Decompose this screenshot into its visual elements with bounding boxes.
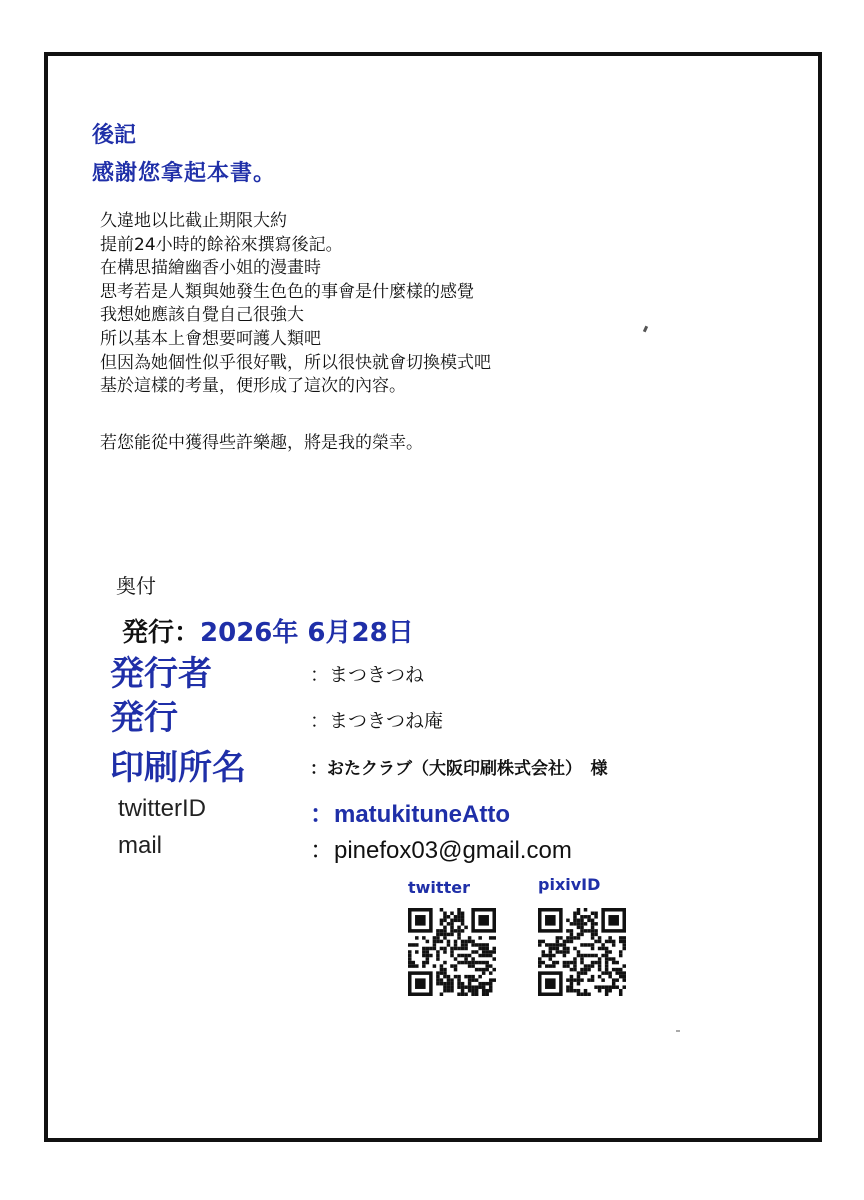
issue-date-row <box>122 612 414 649</box>
twitter-label: twitterID <box>118 795 207 822</box>
pixiv-qr-label: pixivID <box>538 875 601 894</box>
publisher-label: 発行者 <box>110 654 212 694</box>
body-line: 基於這樣的考量，便形成了這次的內容。 <box>100 376 406 397</box>
issuer-label: 発行 <box>110 698 178 738</box>
body-line: 所以基本上會想要呵護人類吧 <box>100 328 321 349</box>
body-line: 久違地以比截止期限大約 <box>100 211 287 231</box>
printer-value: ：おたクラブ（大阪印刷株式会社） 様 <box>310 759 608 779</box>
scan-speck <box>676 1030 680 1032</box>
issue-label: 発行： <box>122 618 201 648</box>
twitter-qr-code-icon[interactable] <box>408 908 496 996</box>
issuer-value: ：まつきつね庵 <box>310 710 444 732</box>
mail-label: mail <box>118 832 163 859</box>
body-line: 提前24小時的餘裕來撰寫後記。 <box>100 234 343 255</box>
twitter-qr-label: twitter <box>408 878 470 897</box>
mail-value[interactable]: ：pinefox03@gmail.com <box>310 837 572 864</box>
colophon-title: 奥付 <box>116 574 156 598</box>
thanks-heading: 感謝您拿起本書。 <box>92 161 277 186</box>
afterword-title: 後記 <box>92 123 137 148</box>
body-line: 在構思描繪幽香小姐的漫畫時 <box>100 258 321 279</box>
twitter-value[interactable]: ：matukituneAtto <box>310 801 510 828</box>
closing-line: 若您能從中獲得些許樂趣，將是我的榮幸。 <box>100 433 423 453</box>
issue-date: 2026年 6月28日 <box>200 618 414 648</box>
body-line: 思考若是人類與她發生色色的事會是什麼樣的感覺 <box>100 281 474 302</box>
body-line: 但因為她個性似乎很好戰，所以很快就會切換模式吧 <box>100 352 491 373</box>
publisher-value: ：まつきつね <box>310 664 425 686</box>
body-line: 我想她應該自覺自己很強大 <box>100 305 304 326</box>
pixiv-qr-code-icon[interactable] <box>538 908 626 996</box>
afterword-body <box>100 210 491 399</box>
printer-label: 印刷所名 <box>110 748 246 788</box>
